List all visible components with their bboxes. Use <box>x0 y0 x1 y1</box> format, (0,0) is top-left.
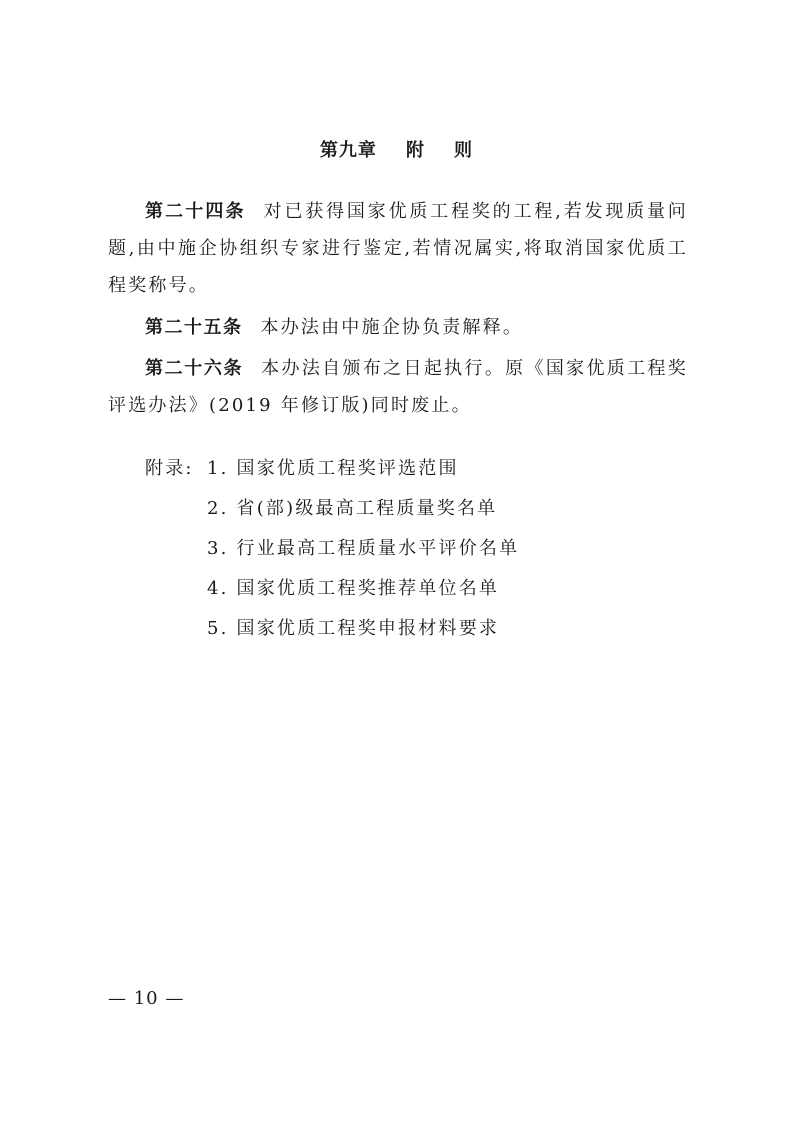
appendix-item <box>145 569 519 609</box>
appendix-item-text: 3. 行业最高工程质量水平评价名单 <box>207 538 520 559</box>
appendix-item-text: 1. 国家优质工程奖评选范围 <box>207 458 459 479</box>
appendix-list <box>145 449 519 649</box>
chapter-title: 第九章 附 则 <box>319 140 474 161</box>
article-text: 本办法自颁布之日起执行。原《国家优质工程奖评选办法》(2019 年修订版)同时废止。 <box>108 358 689 416</box>
article-text: 本办法由中施企协负责解释。 <box>260 317 524 338</box>
appendix-item-text: 4. 国家优质工程奖推荐单位名单 <box>207 578 500 599</box>
article-number: 第二十六条 <box>145 358 244 379</box>
page-number: — 10 — <box>108 988 185 1009</box>
article-24 <box>108 193 688 304</box>
article-text: 对已获得国家优质工程奖的工程,若发现质量问题,由中施企协组织专家进行鉴定,若情况属实,将取消国家优质工程奖称号。 <box>108 201 689 296</box>
appendix-label: 附录: <box>145 458 194 479</box>
appendix-item-text: 2. 省(部)级最高工程质量奖名单 <box>207 498 498 519</box>
appendix-item <box>145 489 519 529</box>
article-26 <box>108 350 688 424</box>
article-number: 第二十五条 <box>145 317 243 338</box>
appendix-item <box>145 609 519 649</box>
appendix-item <box>145 449 519 489</box>
article-number: 第二十四条 <box>145 201 246 222</box>
appendix-item-text: 5. 国家优质工程奖申报材料要求 <box>207 618 500 639</box>
appendix-item <box>145 529 519 569</box>
article-25 <box>108 309 688 346</box>
